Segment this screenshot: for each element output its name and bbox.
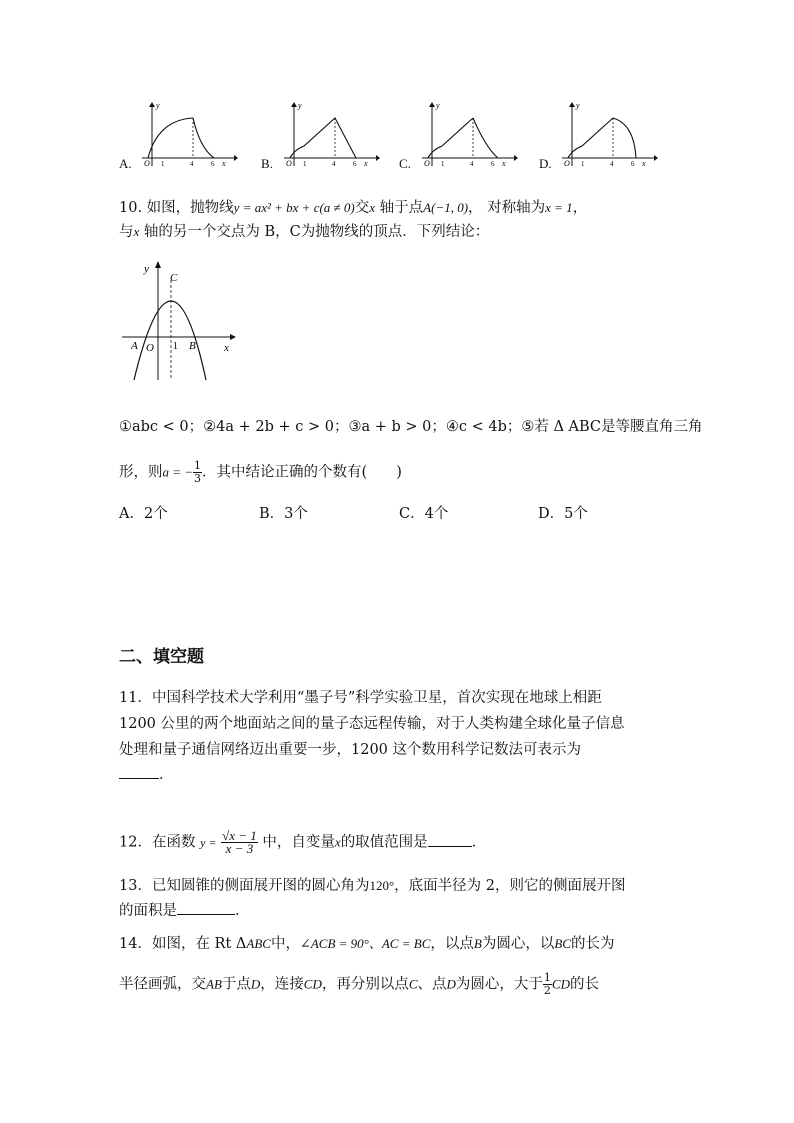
axis-x-label: x: [502, 159, 506, 168]
q14-line-2: [119, 972, 599, 997]
axis-y-label: y: [156, 101, 160, 110]
tick-6: 6: [211, 160, 215, 168]
option-c-graph: [418, 100, 518, 170]
q10-text: 交: [354, 200, 370, 216]
axis-y-label: y: [576, 101, 580, 110]
q14-condition: ∠ACB = 90°、AC = BC: [299, 936, 431, 951]
option-d-graph: [558, 100, 658, 170]
q14-text: 于点: [221, 976, 251, 993]
q10-text: 轴于点: [375, 200, 424, 216]
q10-option-a: A．2个: [119, 506, 168, 522]
answer-blank[interactable]: [428, 832, 472, 847]
denominator: 2: [543, 984, 551, 997]
q12-x: x: [334, 834, 341, 850]
q10-x: x: [133, 224, 140, 239]
option-b-label: B.: [261, 156, 273, 171]
q12-text: 12．在函数: [119, 834, 196, 851]
section-title: 二、填空题: [119, 647, 204, 667]
q14-text: ，连接: [260, 976, 304, 993]
q14-text: 14．如图，在 Rt Δ: [119, 936, 247, 952]
q11-text: ．: [159, 767, 174, 783]
q10-conclusions: ①abc < 0；②4a + 2b + c > 0；③a + b > 0；④c < 4b；⑤若 Δ ABC是等腰直角三角: [119, 419, 703, 435]
q10-text: ，: [572, 200, 588, 216]
q11-line-4: [119, 764, 174, 785]
numerator: 1: [194, 459, 202, 472]
q11-line-2: 1200 公里的两个地面站之间的量子态远程传输，对于人类构建全球化量子信息: [119, 716, 625, 732]
q12-line: [119, 830, 486, 855]
axis-x-label: x: [222, 159, 226, 168]
tick-1: 1: [441, 160, 445, 168]
origin-label: O: [286, 159, 292, 168]
q14-text: 的长: [569, 976, 599, 993]
q10-a-eq: a = −: [162, 464, 194, 480]
q14-cd: CD: [303, 976, 322, 992]
q14-text: 为圆心，以: [481, 936, 555, 952]
vertex-c-label: C: [170, 272, 178, 284]
q14-text: 半径画弧，交: [119, 976, 206, 993]
q14-text: 、点: [417, 976, 447, 993]
q12-y: y =: [200, 835, 217, 850]
option-c-label: C.: [399, 156, 411, 171]
q12-text: ．: [471, 834, 487, 851]
q14-d: D: [250, 976, 261, 992]
q14-ab: AB: [206, 976, 222, 992]
answer-blank[interactable]: [119, 764, 159, 779]
q14-b: B: [473, 936, 482, 951]
origin-label: O: [146, 342, 154, 354]
tick-6: 6: [353, 160, 357, 168]
tick-4: 4: [610, 160, 614, 168]
tick-1-label: 1: [173, 341, 178, 352]
q10-text: 与: [119, 224, 134, 240]
q14-text: ，以点: [430, 936, 474, 952]
tick-4: 4: [470, 160, 474, 168]
q10-x: x: [369, 200, 376, 215]
denominator: 3: [194, 472, 202, 485]
q13-text: ，底面半径为 2，则它的侧面展开图: [394, 878, 626, 894]
origin-label: O: [144, 159, 150, 168]
tick-4: 4: [190, 160, 194, 168]
tick-1: 1: [303, 160, 307, 168]
q12-text: 中，自变量: [257, 834, 335, 851]
q14-abc: ABC: [246, 936, 271, 951]
tick-6: 6: [491, 160, 495, 168]
q13-text: ．: [235, 903, 250, 919]
axis-y-label: y: [436, 101, 440, 110]
fraction-one-third: [193, 460, 202, 485]
q14-bc: BC: [554, 936, 571, 951]
q10-option-d: D．5个: [538, 506, 588, 522]
q10-parabola-eq: y = ax² + bx + c(a ≠ 0): [233, 200, 355, 215]
answer-blank[interactable]: [177, 900, 235, 915]
numerator: 1: [543, 971, 551, 984]
q10-option-b: B．3个: [259, 506, 308, 522]
q14-line-1: [119, 934, 614, 954]
graph-x-label: x: [224, 342, 229, 354]
q10-text: 10. 如图，抛物线: [119, 200, 234, 216]
axis-y-label: y: [298, 101, 302, 110]
graph-y-label: y: [144, 263, 149, 275]
q10-option-c: C．4个: [399, 506, 449, 522]
option-b-graph: [280, 100, 380, 170]
q14-cd: CD: [551, 976, 570, 992]
tick-6: 6: [631, 160, 635, 168]
q10-parabola-figure: [118, 258, 243, 383]
q13-line-1: [119, 876, 626, 896]
q10-line-1: [119, 198, 587, 218]
q10-text: 轴的另一个交点为 B，C为抛物线的顶点．下列结论：: [139, 224, 490, 240]
q13-text: 的面积是: [119, 903, 177, 919]
q13-line-2: [119, 900, 250, 921]
q14-text: 为圆心，大于: [455, 976, 543, 993]
denominator: x − 3: [225, 841, 254, 856]
q14-c: C: [408, 976, 418, 992]
point-a-label: A: [131, 340, 138, 352]
q10-point-a: A(−1, 0): [423, 200, 469, 215]
axis-x-label: x: [364, 159, 368, 168]
origin-label: O: [424, 159, 430, 168]
tick-1: 1: [161, 160, 165, 168]
q14-text: 的长为: [570, 936, 615, 952]
q11-line-3: 处理和量子通信网络迈出重要一步，1200 这个数用科学记数法可表示为: [119, 742, 582, 758]
q10-text: 形，则: [119, 464, 163, 481]
q10-conclusions-2: [119, 460, 402, 485]
tick-4: 4: [332, 160, 336, 168]
fraction-half: [543, 972, 552, 997]
q10-axis: x = 1: [545, 200, 573, 215]
numerator: √x − 1: [222, 828, 257, 843]
q14-text: ，再分别以点: [321, 976, 409, 993]
origin-label: O: [564, 159, 570, 168]
q14-text: 中，: [270, 936, 300, 952]
option-a-label: A.: [119, 156, 132, 171]
q11-line-1: 11．中国科学技术大学利用“墨子号”科学实验卫星，首次实现在地球上相距: [119, 690, 602, 706]
point-b-label: B: [189, 340, 196, 352]
option-d-label: D.: [539, 156, 552, 171]
q12-text: 的取值范围是: [340, 834, 428, 851]
q13-angle: 120°: [369, 878, 395, 893]
q10-text: ， 对称轴为: [468, 200, 546, 216]
axis-x-label: x: [642, 159, 646, 168]
q10-text: ．其中结论正确的个数有( ): [202, 464, 402, 481]
option-a-graph: [138, 100, 238, 170]
q10-line-2: [119, 222, 489, 242]
q14-d: D: [446, 976, 456, 992]
q12-fraction: [221, 830, 258, 855]
q13-text: 13．已知圆锥的侧面展开图的圆心角为: [119, 878, 370, 894]
tick-1: 1: [581, 160, 585, 168]
